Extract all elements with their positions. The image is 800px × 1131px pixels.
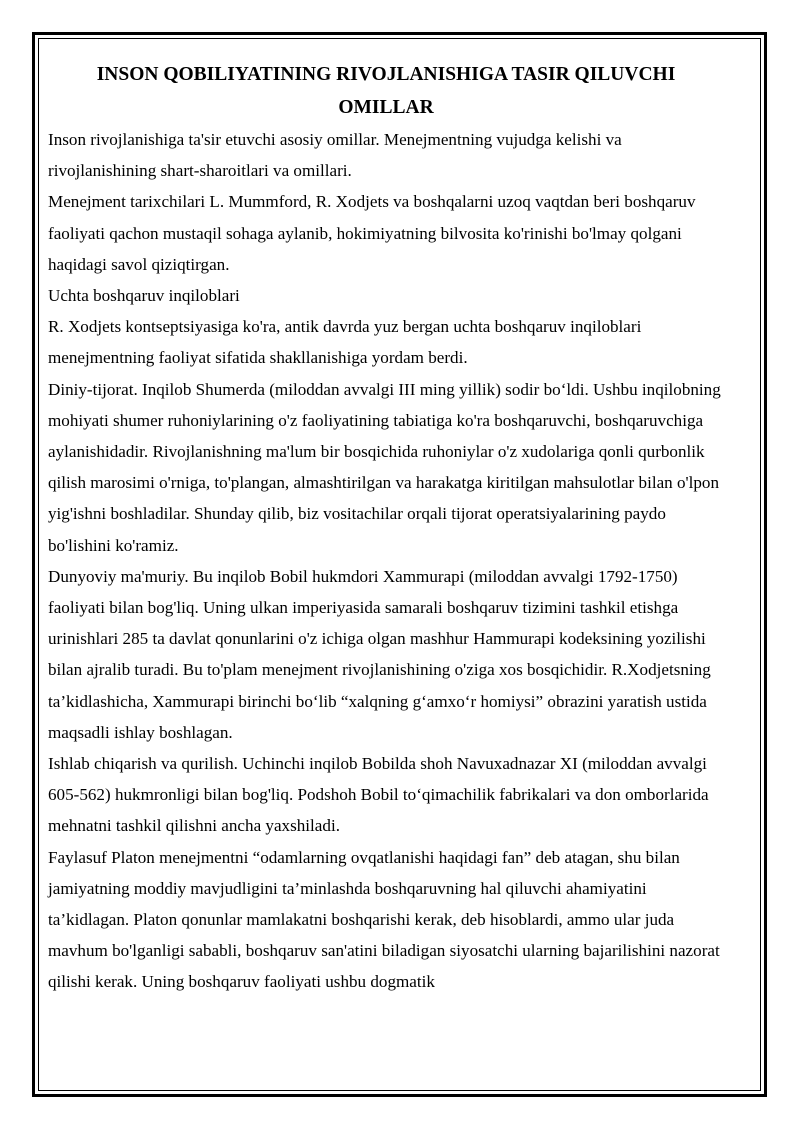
- paragraph-xodjets-concept: R. Xodjets kontseptsiyasiga ko'ra, antik davrda yuz bergan uchta boshqaruv inqiloblari menejmentning faoliyat sifatida shakllanishiga yordam berdi.: [48, 317, 642, 368]
- paragraph-production-construction: Ishlab chiqarish va qurilish. Uchinchi inqilob Bobilda shoh Navuxadnazar XI (miloddan avvalgi 605-562) hukmronligi bilan bog'liq. Podshoh Bobil to‘qimachilik fabrikalari va don omborlarida mehnatni tashkil qilishni ancha yaxshiladi.: [48, 754, 709, 836]
- paragraph-intro: Inson rivojlanishiga ta'sir etuvchi asosiy omillar. Menejmentning vujudga kelishi va rivojlanishining shart-sharoitlari va omillari.: [48, 130, 622, 181]
- paragraph-religious-commercial: Diniy-tijorat. Inqilob Shumerda (miloddan avvalgi III ming yillik) sodir bo‘ldi. Ushbu inqilobning mohiyati shumer ruhoniylarining o'z faoliyatining tabiatiga ko'ra boshqaruvchi, boshqaruvchiga aylanishidadir. Rivojlanishning ma'lum bir bosqichida ruhoniylar o'z xudolariga qonli qurbonlik qilish marosimi o'rniga, to'plangan, almashtirilgan va harakatga kiritilgan mahsulotlar bilan o'lpon yig'ishni boshladilar. Shunday qilib, biz vositachilar orqali tijorat operatsiyalarining paydo bo'lishini ko'ramiz.: [48, 379, 721, 555]
- paragraph-three-revolutions-heading: Uchta boshqaruv inqiloblari: [48, 286, 240, 306]
- document-body: [48, 58, 748, 998]
- document-title: INSON QOBILIYATINING RIVOJLANISHIGA TASIR QILUVCHI OMILLAR: [96, 64, 676, 118]
- paragraph-plato: Faylasuf Platon menejmentni “odamlarning ovqatlanishi haqidagi fan” deb atagan, shu bilan jamiyatning moddiy mavjudligini ta’minlashda boshqaruvning hal qiluvchi ahamiyatini ta’kidlagan. Platon qonunlar mamlakatni boshqarishi kerak, deb hisoblardi, ammo ular juda mavhum bo'lganligi sababli, boshqaruv san'atini biladigan siyosatchi ularning bajarilishini nazorat qilishi kerak. Uning boshqaruv faoliyati ushbu dogmatik: [48, 847, 720, 992]
- paragraph-secular-administrative: Dunyoviy ma'muriy. Bu inqilob Bobil hukmdori Xammurapi (miloddan avvalgi 1792-1750) faoliyati bilan bog'liq. Uning ulkan imperiyasida samarali boshqaruv tizimini tashkil etishga urinishlari 285 ta davlat qonunlarini o'z ichiga olgan mashhur Hammurapi kodeksining yozilishi bilan ajralib turadi. Bu to'plam menejment rivojlanishining o'ziga xos bosqichidir. R.Xodjetsning ta’kidlashicha, Xammurapi birinchi bo‘lib “xalqning g‘amxo‘r homiysi” obrazini yaratish ustida maqsadli ishlay boshlagan.: [48, 566, 711, 742]
- paragraph-historians: Menejment tarixchilari L. Mummford, R. Xodjets va boshqalarni uzoq vaqtdan beri boshqaruv faoliyati qachon mustaqil sohaga aylanib, hokimiyatning bilvosita ko'rinishi bo'lmay qolgani haqidagi savol qiziqtirgan.: [48, 192, 696, 274]
